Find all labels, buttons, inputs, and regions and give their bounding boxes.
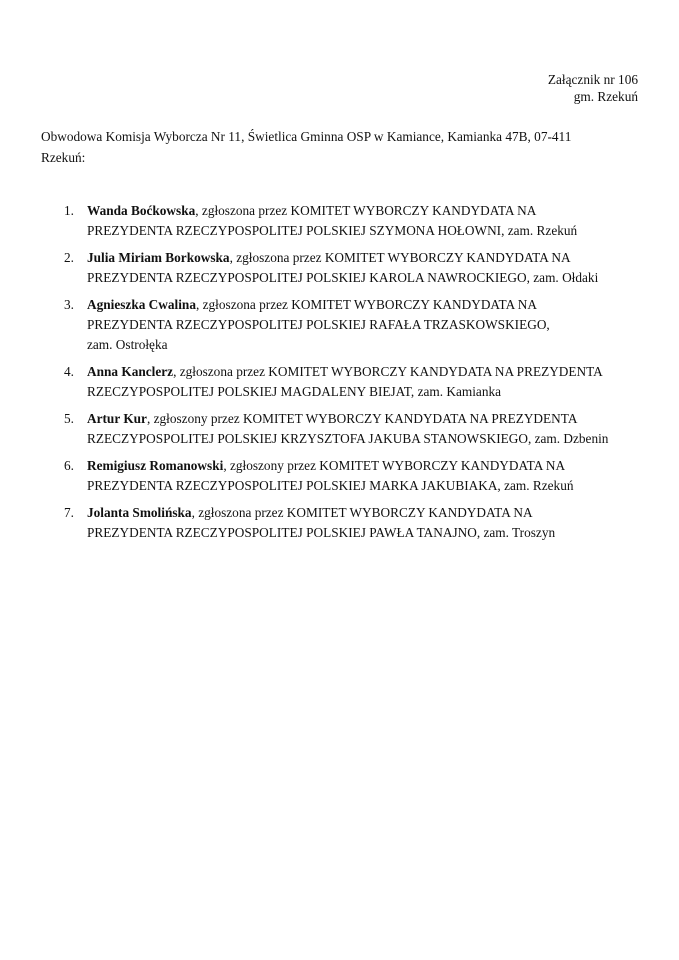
member-residence: zam. Ostrołęka — [87, 337, 168, 352]
list-item — [0, 201, 679, 241]
list-item — [0, 362, 679, 402]
member-name: Remigiusz Romanowski — [87, 458, 224, 473]
member-description: , zgłoszony przez KOMITET WYBORCZY KANDYDATA NA PREZYDENTA — [146, 411, 578, 426]
item-number: 7. — [64, 505, 74, 520]
attachment-number: Załącznik nr 106 — [547, 72, 638, 87]
member-description: , zgłoszona przez KOMITET WYBORCZY KANDYDATA NA — [195, 203, 537, 218]
municipality: gm. Rzekuń — [573, 89, 638, 104]
member-description-cont: RZECZYPOSPOLITEJ POLSKIEJ MAGDALENY BIEJAT, zam. Kamianka — [87, 384, 502, 399]
members-list — [0, 201, 679, 550]
item-number: 4. — [64, 364, 74, 379]
item-number: 3. — [64, 297, 74, 312]
member-name: Anna Kanclerz — [87, 364, 174, 379]
item-number: 2. — [64, 250, 74, 265]
item-number: 1. — [64, 203, 74, 218]
list-item — [0, 456, 679, 496]
member-description-cont: PREZYDENTA RZECZYPOSPOLITEJ POLSKIEJ KAROLA NAWROCKIEGO, zam. Ołdaki — [87, 270, 599, 285]
member-name: Artur Kur — [87, 411, 147, 426]
member-description: , zgłoszona przez KOMITET WYBORCZY KANDYDATA NA PREZYDENTA — [173, 364, 603, 379]
member-description: , zgłoszona przez KOMITET WYBORCZY KANDYDATA NA — [229, 250, 571, 265]
member-description-cont: PREZYDENTA RZECZYPOSPOLITEJ POLSKIEJ MARKA JAKUBIAKA, zam. Rzekuń — [87, 478, 574, 493]
commission-line-2: Rzekuń: — [41, 150, 86, 165]
item-number: 6. — [64, 458, 74, 473]
member-name: Agnieszka Cwalina — [87, 297, 196, 312]
member-description: , zgłoszony przez KOMITET WYBORCZY KANDYDATA NA — [223, 458, 566, 473]
list-item — [0, 248, 679, 288]
list-item — [0, 409, 679, 449]
commission-address — [41, 126, 641, 168]
member-description-cont: RZECZYPOSPOLITEJ POLSKIEJ KRZYSZTOFA JAKUBA STANOWSKIEGO, zam. Dzbenin — [87, 431, 609, 446]
commission-line-1: Obwodowa Komisja Wyborcza Nr 11, Świetlica Gminna OSP w Kamiance, Kamianka 47B, 07-411 — [41, 129, 572, 144]
list-item — [0, 503, 679, 543]
attachment-header — [548, 71, 638, 105]
member-description-cont: PREZYDENTA RZECZYPOSPOLITEJ POLSKIEJ SZYMONA HOŁOWNI, zam. Rzekuń — [87, 223, 578, 238]
member-description: , zgłoszona przez KOMITET WYBORCZY KANDYDATA NA — [191, 505, 533, 520]
member-description-cont: PREZYDENTA RZECZYPOSPOLITEJ POLSKIEJ PAWŁA TANAJNO, zam. Troszyn — [87, 525, 556, 540]
member-name: Wanda Boćkowska — [87, 203, 196, 218]
member-name: Jolanta Smolińska — [87, 505, 192, 520]
item-number: 5. — [64, 411, 74, 426]
list-item — [0, 295, 679, 355]
member-description-cont: PREZYDENTA RZECZYPOSPOLITEJ POLSKIEJ RAFAŁA TRZASKOWSKIEGO, — [87, 317, 550, 332]
member-description: , zgłoszona przez KOMITET WYBORCZY KANDYDATA NA — [195, 297, 538, 312]
member-name: Julia Miriam Borkowska — [87, 250, 230, 265]
